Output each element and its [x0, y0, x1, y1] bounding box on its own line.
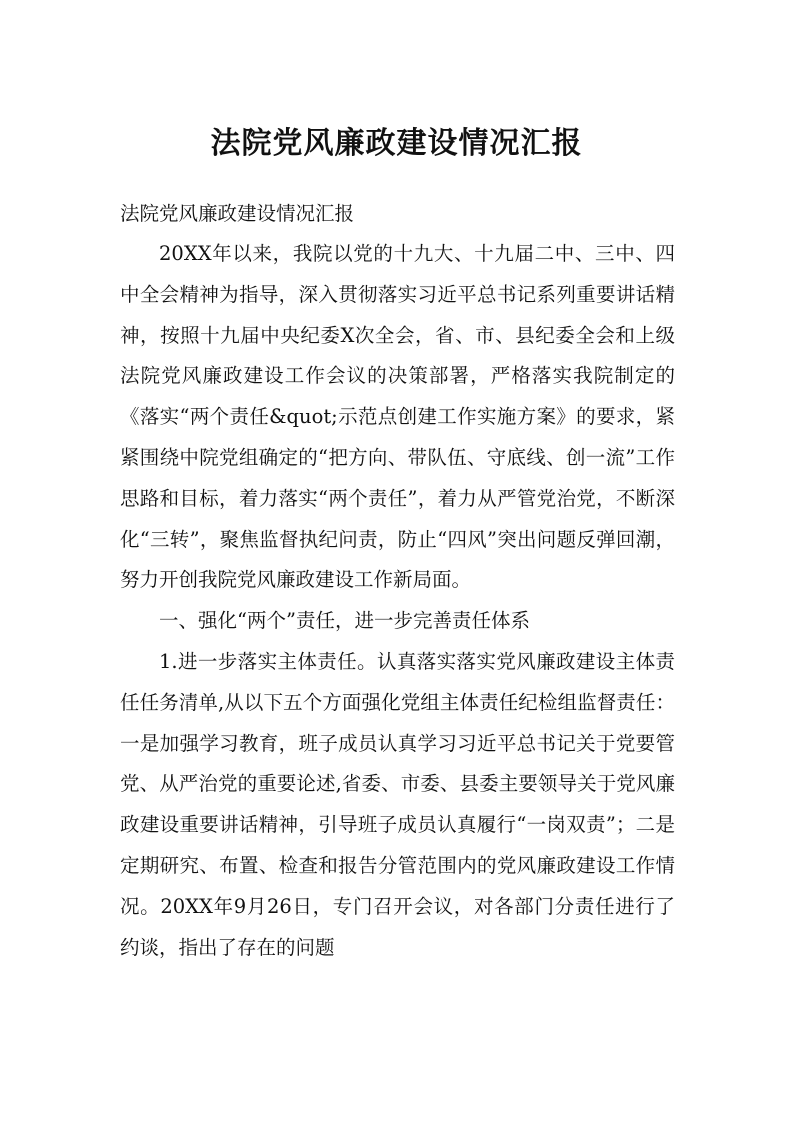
body-paragraph-intro: 20XX年以来，我院以党的十九大、十九届二中、三中、四中全会精神为指导，深入贯彻落实习近平总书记系列重要讲话精神，按照十九届中央纪委X次全会，省、市、县纪委全会和上级法院党风廉政建设工作会议的决策部署，严格落实我院制定的《落实“两个责任&quot;示范点创建工作实施方案》的要求，紧紧围绕中院党组确定的“把方向、带队伍、守底线、创一流”工作思路和目标，着力落实“两个责任”，着力从严管党治党，不断深化“三转”，聚焦监督执纪问责，防止“四风”突出问题反弹回潮，努力开创我院党风廉政建设工作新局面。	[120, 242, 675, 592]
document-body	[120, 234, 675, 968]
body-paragraph-responsibility: 1.进一步落实主体责任。认真落实落实党风廉政建设主体责任任务清单,从以下五个方面强化党组主体责任纪检组监督责任：一是加强学习教育，班子成员认真学习习近平总书记关于党要管党、从严治党的重要论述,省委、市委、县委主要领导关于党风廉政建设重要讲话精神，引导班子成员认真履行“一岗双责”；二是定期研究、布置、检查和报告分管范围内的党风廉政建设工作情况。20XX年9月26日，专门召开会议，对各部门分责任进行了约谈，指出了存在的问题	[120, 649, 675, 959]
section-heading: 一、强化“两个”责任，进一步完善责任体系	[159, 609, 530, 633]
document-title: 法院党风廉政建设情况汇报	[210, 126, 583, 161]
document-subtitle: 法院党风廉政建设情况汇报	[120, 202, 355, 225]
